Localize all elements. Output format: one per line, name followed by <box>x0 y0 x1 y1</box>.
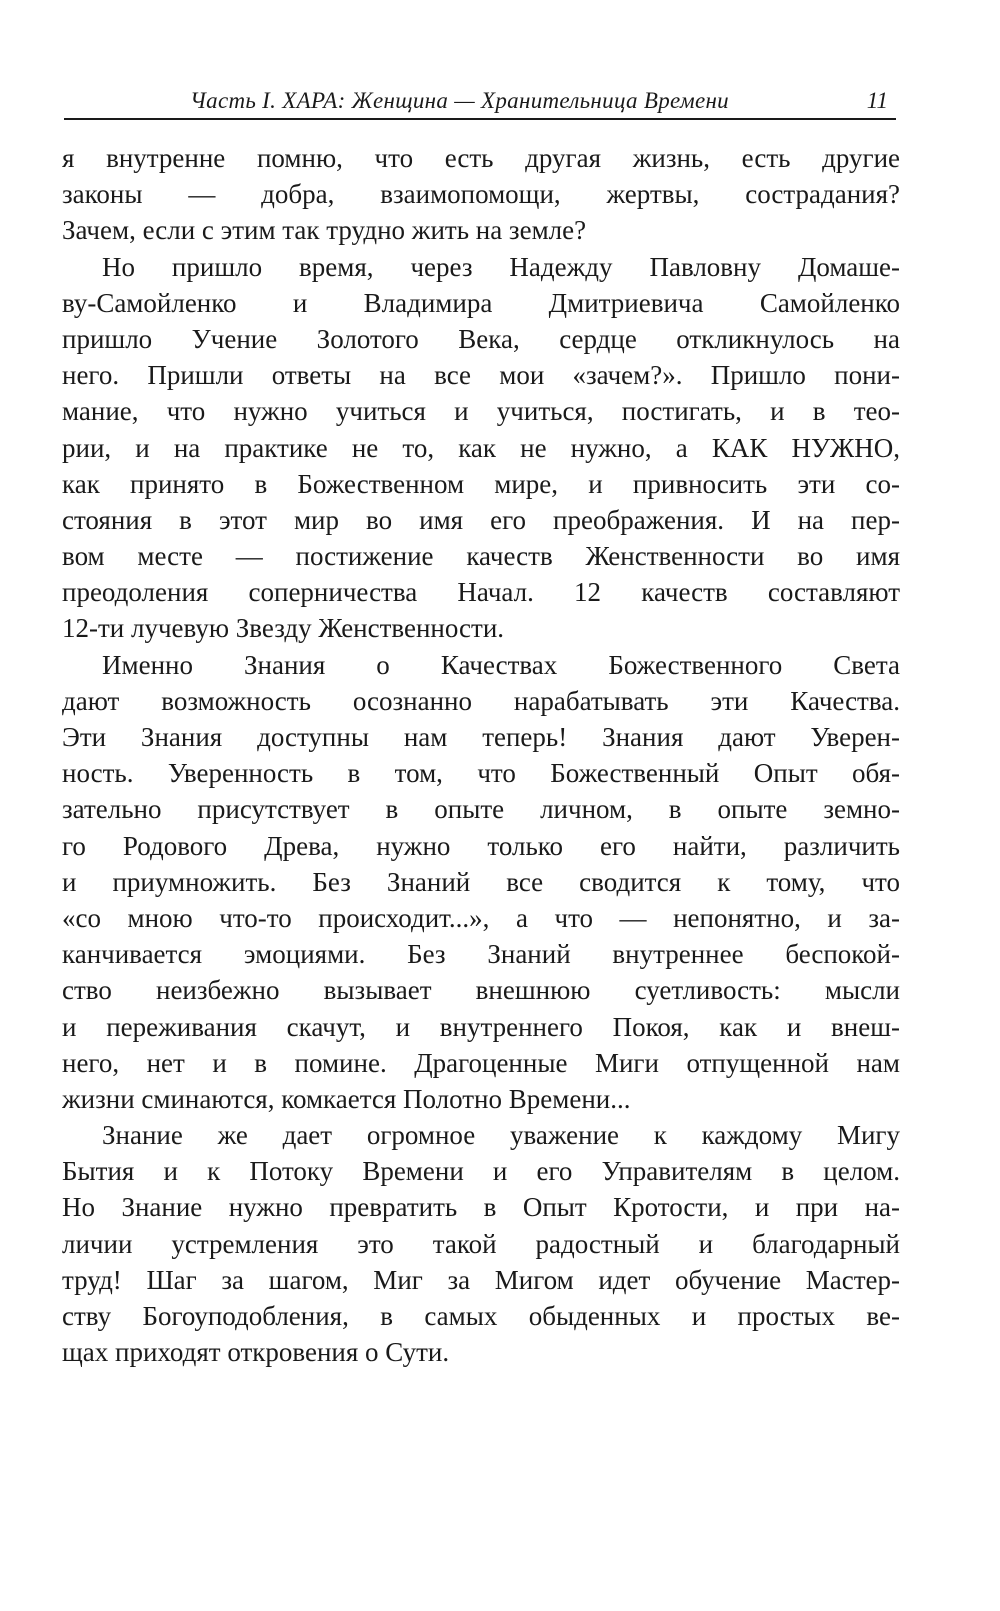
text-line: стояния в этот мир во имя его преображения. И на пер- <box>62 504 900 535</box>
text-line: и переживания скачут, и внутреннего Покоя, как и внеш- <box>62 1011 900 1042</box>
text-line: канчивается эмоциями. Без Знаний внутреннее беспокой- <box>62 939 900 970</box>
paragraph <box>62 140 900 249</box>
text-line: Зачем, если с этим так трудно жить на земле? <box>62 215 587 246</box>
text-line: Эти Знания доступны нам теперь! Знания дают Уверен- <box>62 722 900 752</box>
paragraph <box>62 249 900 647</box>
text-line: ству Богоуподобления, в самых обыденных и простых ве- <box>62 1301 900 1331</box>
text-line: преодоления соперничества Начал. 12 качеств составляют <box>62 577 900 608</box>
text-line: ву-Самойленко и Владимира Дмитриевича Самойленко <box>62 287 900 318</box>
text-line: го Родового Древа, нужно только его найти, различить <box>62 830 900 861</box>
text-line: Знание же дает огромное уважение к каждому Мигу <box>102 1120 900 1151</box>
text-line: вом месте — постижение качеств Женственности во имя <box>62 541 900 572</box>
paragraph <box>62 1117 900 1370</box>
text-line: пришло Учение Золотого Века, сердце откликнулось на <box>62 323 900 354</box>
text-line: Именно Знания о Качествах Божественного Света <box>102 649 900 680</box>
text-line: и приумножить. Без Знаний все сводится к тому, что <box>62 866 900 897</box>
running-header <box>64 84 896 120</box>
body-text <box>62 140 900 1370</box>
text-line: Но Знание нужно превратить в Опыт Кротости, и при на- <box>62 1192 900 1223</box>
text-line: ность. Уверенность в том, что Божественный Опыт обя- <box>62 758 900 789</box>
running-title: Часть I. ХАРА: Женщина — Хранительница Времени <box>190 88 729 113</box>
text-line: Но пришло время, через Надежду Павловну Домаше- <box>102 251 900 282</box>
text-line: как принято в Божественном мире, и привносить эти со- <box>62 468 900 499</box>
text-line: личии устремления это такой радостный и благодарный <box>62 1228 900 1259</box>
paragraph <box>62 647 900 1117</box>
text-line: Бытия и к Потоку Времени и его Управителям в целом. <box>62 1156 900 1187</box>
text-line: труд! Шаг за шагом, Миг за Мигом идет обучение Мастер- <box>62 1264 900 1295</box>
text-line: законы — добра, взаимопомощи, жертвы, сострадания? <box>62 179 900 210</box>
text-line: мание, что нужно учиться и учиться, постигать, и в тео- <box>62 396 900 427</box>
text-line: 12-ти лучевую Звезду Женственности. <box>62 613 505 644</box>
page-number: 11 <box>866 88 888 113</box>
text-line: него. Пришли ответы на все мои «зачем?». Пришло пони- <box>62 360 900 391</box>
text-line: рии, и на практике не то, как не нужно, а КАК НУЖНО, <box>62 432 900 463</box>
text-line: него, нет и в помине. Драгоценные Миги отпущенной нам <box>62 1047 900 1078</box>
text-line: дают возможность осознанно нарабатывать эти Качества. <box>62 685 900 716</box>
text-line: я внутренне помню, что есть другая жизнь, есть другие <box>62 143 900 173</box>
text-line: зательно присутствует в опыте личном, в опыте земно- <box>62 794 900 825</box>
text-line: «со мною что-то происходит...», а что — непонятно, и за- <box>62 902 900 933</box>
text-line: щах приходят откровения о Сути. <box>62 1337 450 1368</box>
text-line: жизни сминаются, комкается Полотно Времени... <box>62 1083 631 1114</box>
text-line: ство неизбежно вызывает внешнюю суетливость: мысли <box>62 975 900 1006</box>
